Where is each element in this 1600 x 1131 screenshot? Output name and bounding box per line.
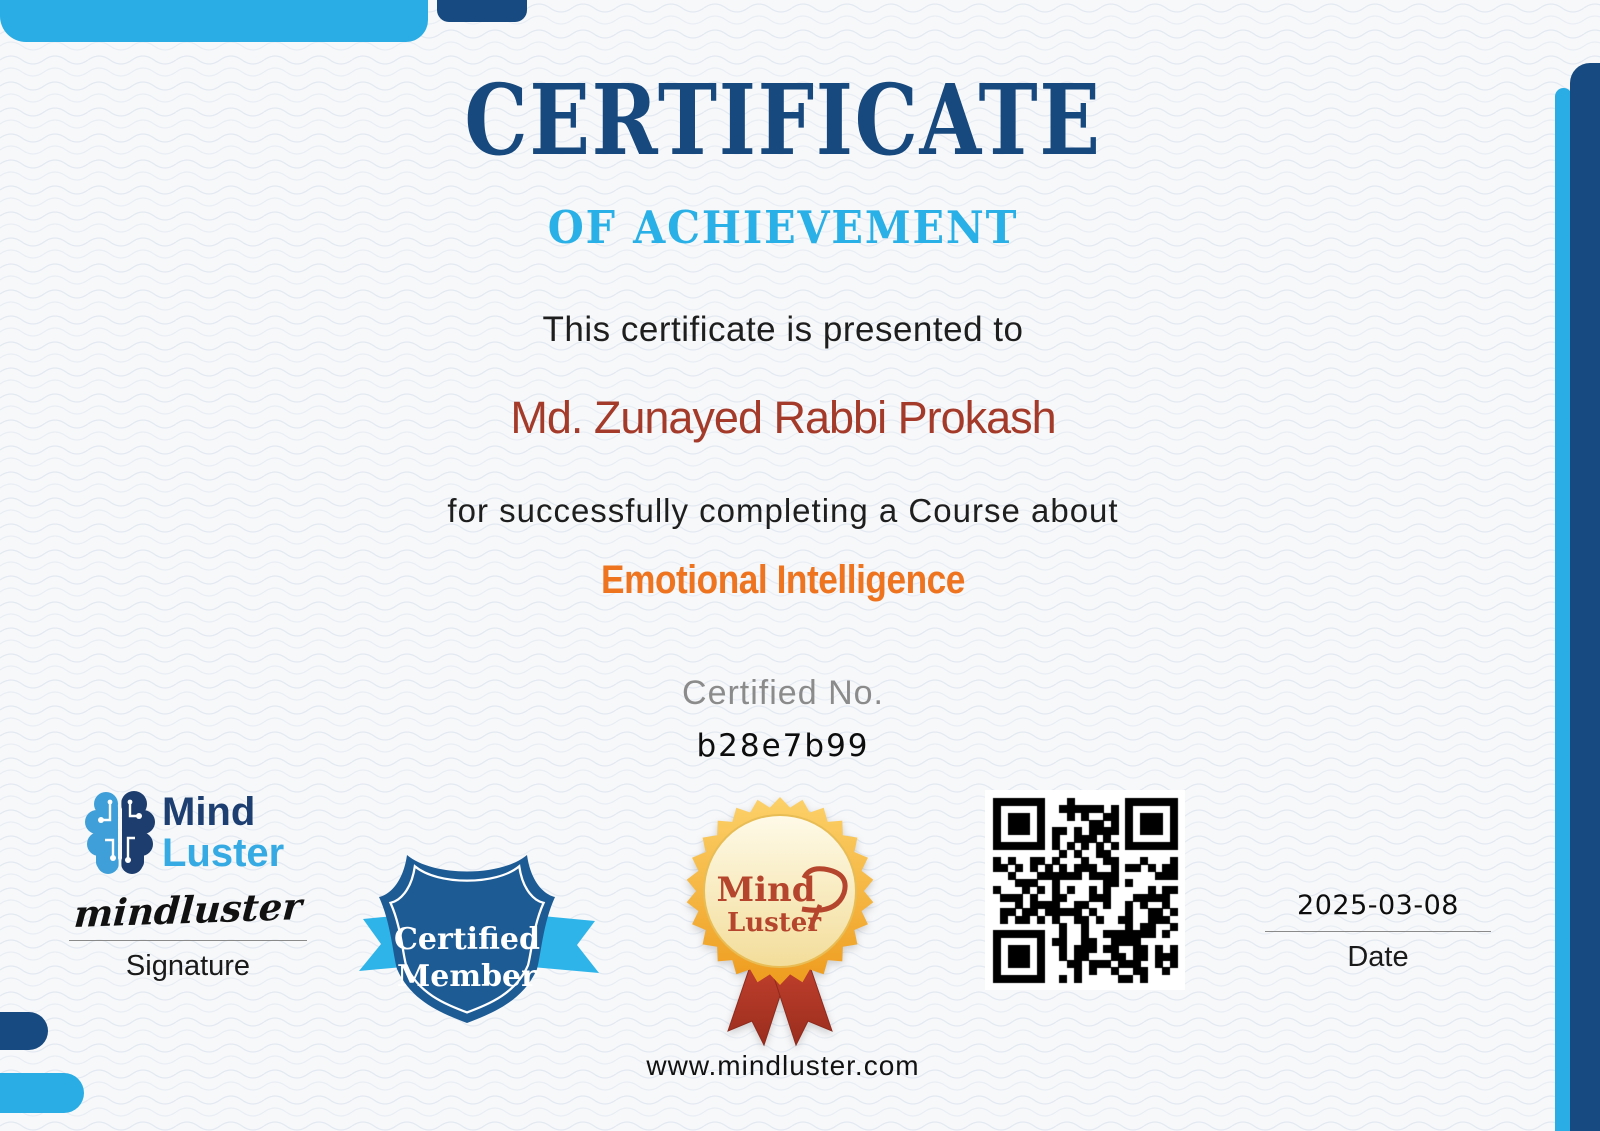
presented-line: This certificate is presented to (542, 310, 1024, 349)
signature-label: Signature (125, 950, 251, 982)
recipient-name: Md. Zunayed Rabbi Prokash (510, 392, 1056, 443)
logo-word-luster: Luster (162, 831, 285, 875)
brain-circuit-icon (84, 788, 156, 880)
right-accent-bar-navy (1570, 63, 1600, 1131)
certified-no-value: b28e7b99 (696, 728, 870, 764)
certified-member-shield-icon (355, 845, 603, 1023)
certificate-title: CERTIFICATE (464, 63, 1102, 177)
seal-word-luster: Luster (726, 908, 822, 938)
signature-script: mindluster (72, 883, 304, 937)
qr-code (985, 790, 1185, 990)
signature-line (69, 940, 307, 941)
badge-word-member: Member (397, 959, 537, 994)
website-url: www.mindluster.com (646, 1050, 920, 1081)
date-value: 2025-03-08 (1297, 890, 1459, 921)
date-label: Date (1347, 941, 1409, 973)
date-line (1265, 931, 1491, 932)
top-accent-bar-cyan (0, 0, 428, 42)
date-block (1262, 890, 1494, 974)
course-name: Emotional Intelligence (601, 558, 965, 602)
top-accent-bar-navy (437, 0, 527, 22)
seal-word-mind: Mind (716, 870, 816, 910)
logo-word-mind: Mind (162, 790, 256, 834)
badge-word-certified: Certified (394, 922, 540, 957)
certificate-subtitle: OF ACHIEVEMENT (547, 201, 1019, 254)
bottom-accent-bar-navy (0, 1012, 48, 1050)
award-ribbon-seal-icon (680, 793, 880, 1048)
completion-line: for successfully completing a Course about (447, 492, 1119, 529)
signature-block (66, 883, 310, 983)
certified-no-label: Certified No. (682, 674, 884, 712)
